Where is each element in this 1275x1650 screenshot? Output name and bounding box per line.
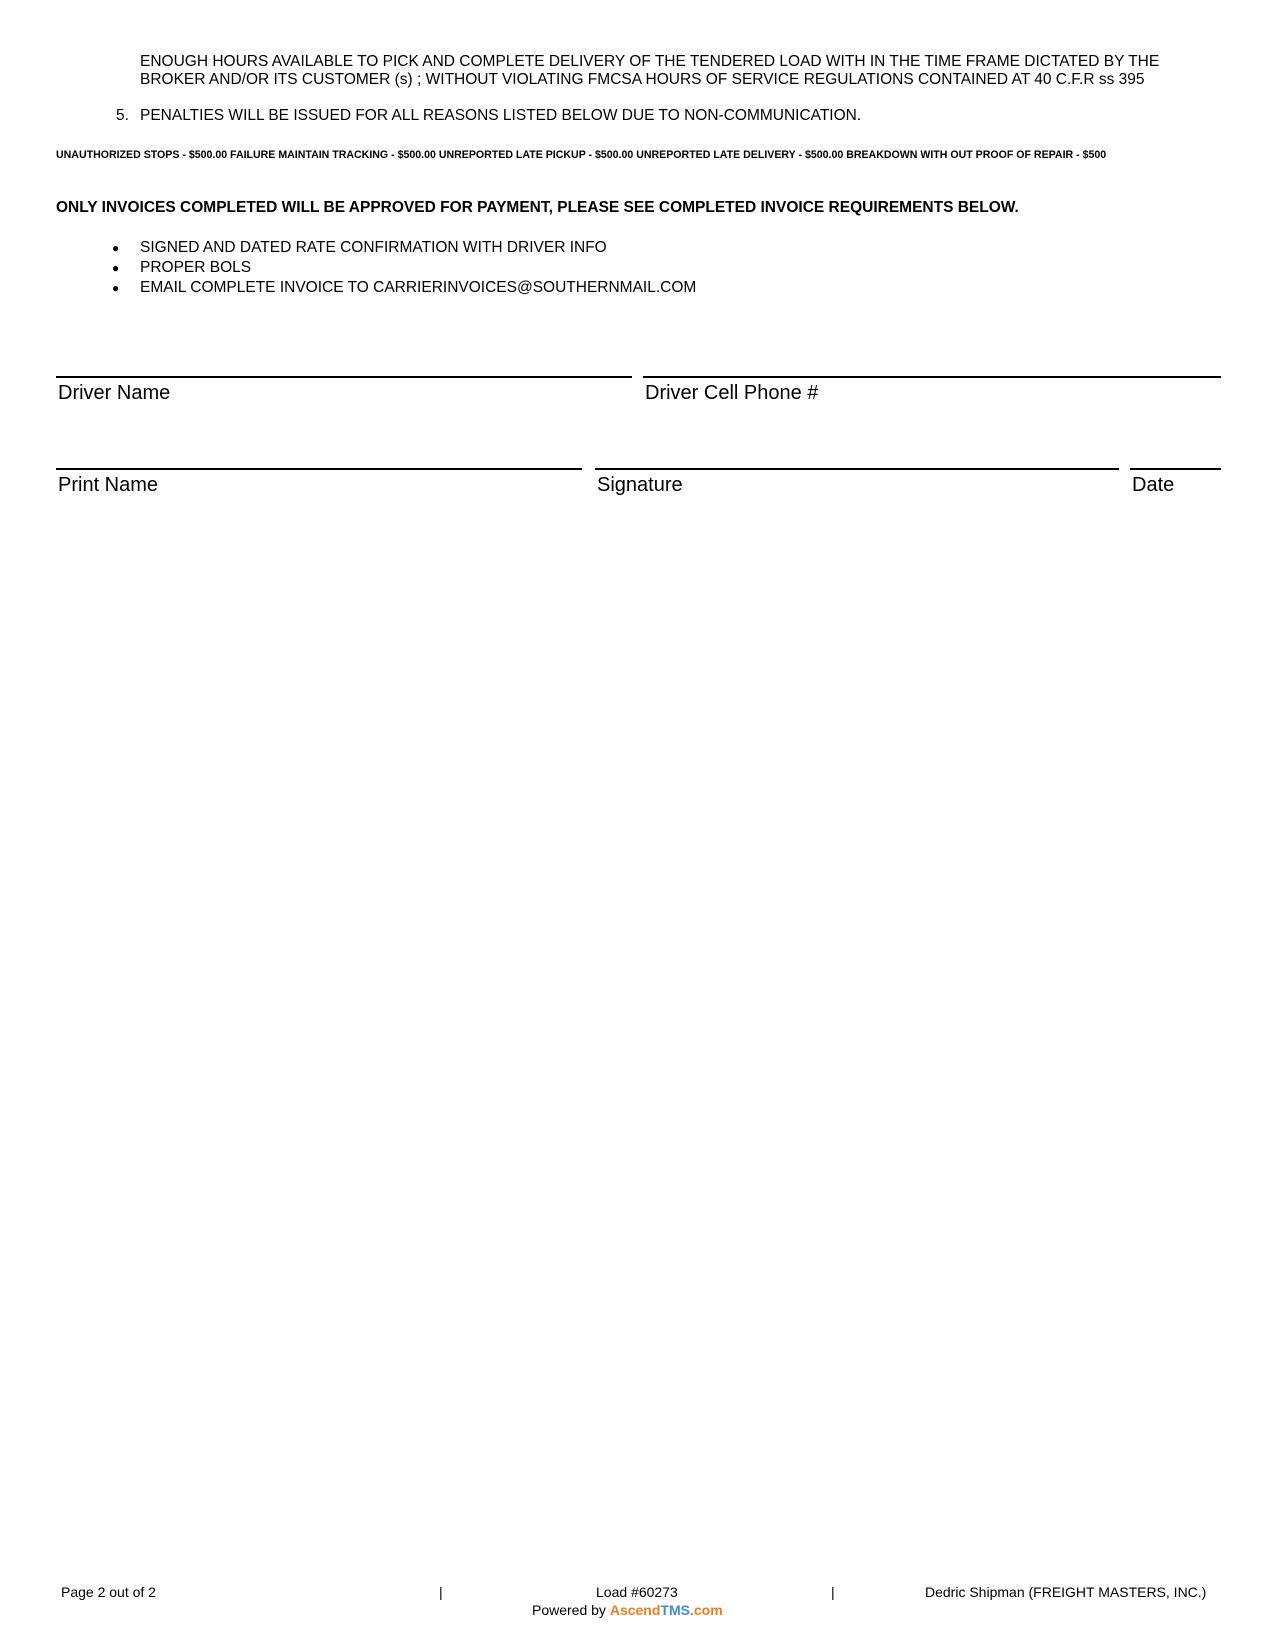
invoice-requirements-heading: ONLY INVOICES COMPLETED WILL BE APPROVED FOR PAYMENT, PLEASE SEE COMPLETED INVOICE REQUIREMENTS BELOW. [56, 199, 1019, 216]
brand-tms: TMS [660, 1602, 690, 1618]
signature-label: Signature [597, 474, 683, 496]
requirement-text: SIGNED AND DATED RATE CONFIRMATION WITH DRIVER INFO [140, 239, 607, 256]
date-label: Date [1132, 474, 1175, 496]
print-name-label: Print Name [58, 474, 159, 496]
footer-user: Dedric Shipman (FREIGHT MASTERS, INC.) [925, 1584, 1207, 1600]
load-number: Load #60273 [596, 1584, 678, 1600]
brand-ascend: Ascend [609, 1602, 661, 1618]
driver-phone-label: Driver Cell Phone # [645, 382, 819, 404]
invoice-requirements-list [112, 238, 696, 298]
penalties-list: UNAUTHORIZED STOPS - $500.00 FAILURE MAINTAIN TRACKING - $500.00 UNREPORTED LATE PICKUP - $500.00 UNREPORTED LATE DELIVERY - $500.00 BREAKDOWN WITH OUT PROOF OF REPAIR - $500 [56, 149, 1107, 161]
terms-item-5 [116, 107, 861, 125]
requirement-text: EMAIL COMPLETE INVOICE TO CARRIERINVOICES@SOUTHERNMAIL.COM [140, 279, 697, 296]
terms-continued-text: ENOUGH HOURS AVAILABLE TO PICK AND COMPLETE DELIVERY OF THE TENDERED LOAD WITH IN THE TIME FRAME DICTATED BY THE BROKER AND/OR ITS CUSTOMER (s) ; WITHOUT VIOLATING FMCSA HOURS OF SERVICE REGULATIONS CONTAINED AT 40 C.F.R ss 395 [140, 53, 1160, 88]
driver-name-field[interactable] [56, 376, 632, 378]
bullet-icon: ● [112, 241, 120, 255]
page-number: Page 2 out of 2 [61, 1584, 156, 1600]
list-item [112, 258, 696, 278]
list-item [112, 238, 696, 258]
powered-by-label: Powered by [532, 1602, 606, 1618]
requirement-text: PROPER BOLS [140, 259, 252, 276]
signature-field[interactable] [595, 468, 1119, 470]
brand-logo [610, 1602, 723, 1618]
print-name-field[interactable] [56, 468, 582, 470]
powered-by [532, 1602, 723, 1618]
date-field[interactable] [1130, 468, 1221, 470]
bullet-icon: ● [112, 261, 120, 275]
driver-phone-field[interactable] [643, 376, 1221, 378]
footer-separator: | [831, 1584, 835, 1600]
list-item [112, 278, 696, 298]
terms-item-number: 5. [116, 107, 129, 124]
bullet-icon: ● [112, 281, 120, 295]
terms-item-text: PENALTIES WILL BE ISSUED FOR ALL REASONS LISTED BELOW DUE TO NON-COMMUNICATION. [140, 107, 862, 124]
driver-name-label: Driver Name [58, 382, 171, 404]
footer-separator: | [439, 1584, 443, 1600]
brand-dotcom: .com [689, 1602, 723, 1618]
